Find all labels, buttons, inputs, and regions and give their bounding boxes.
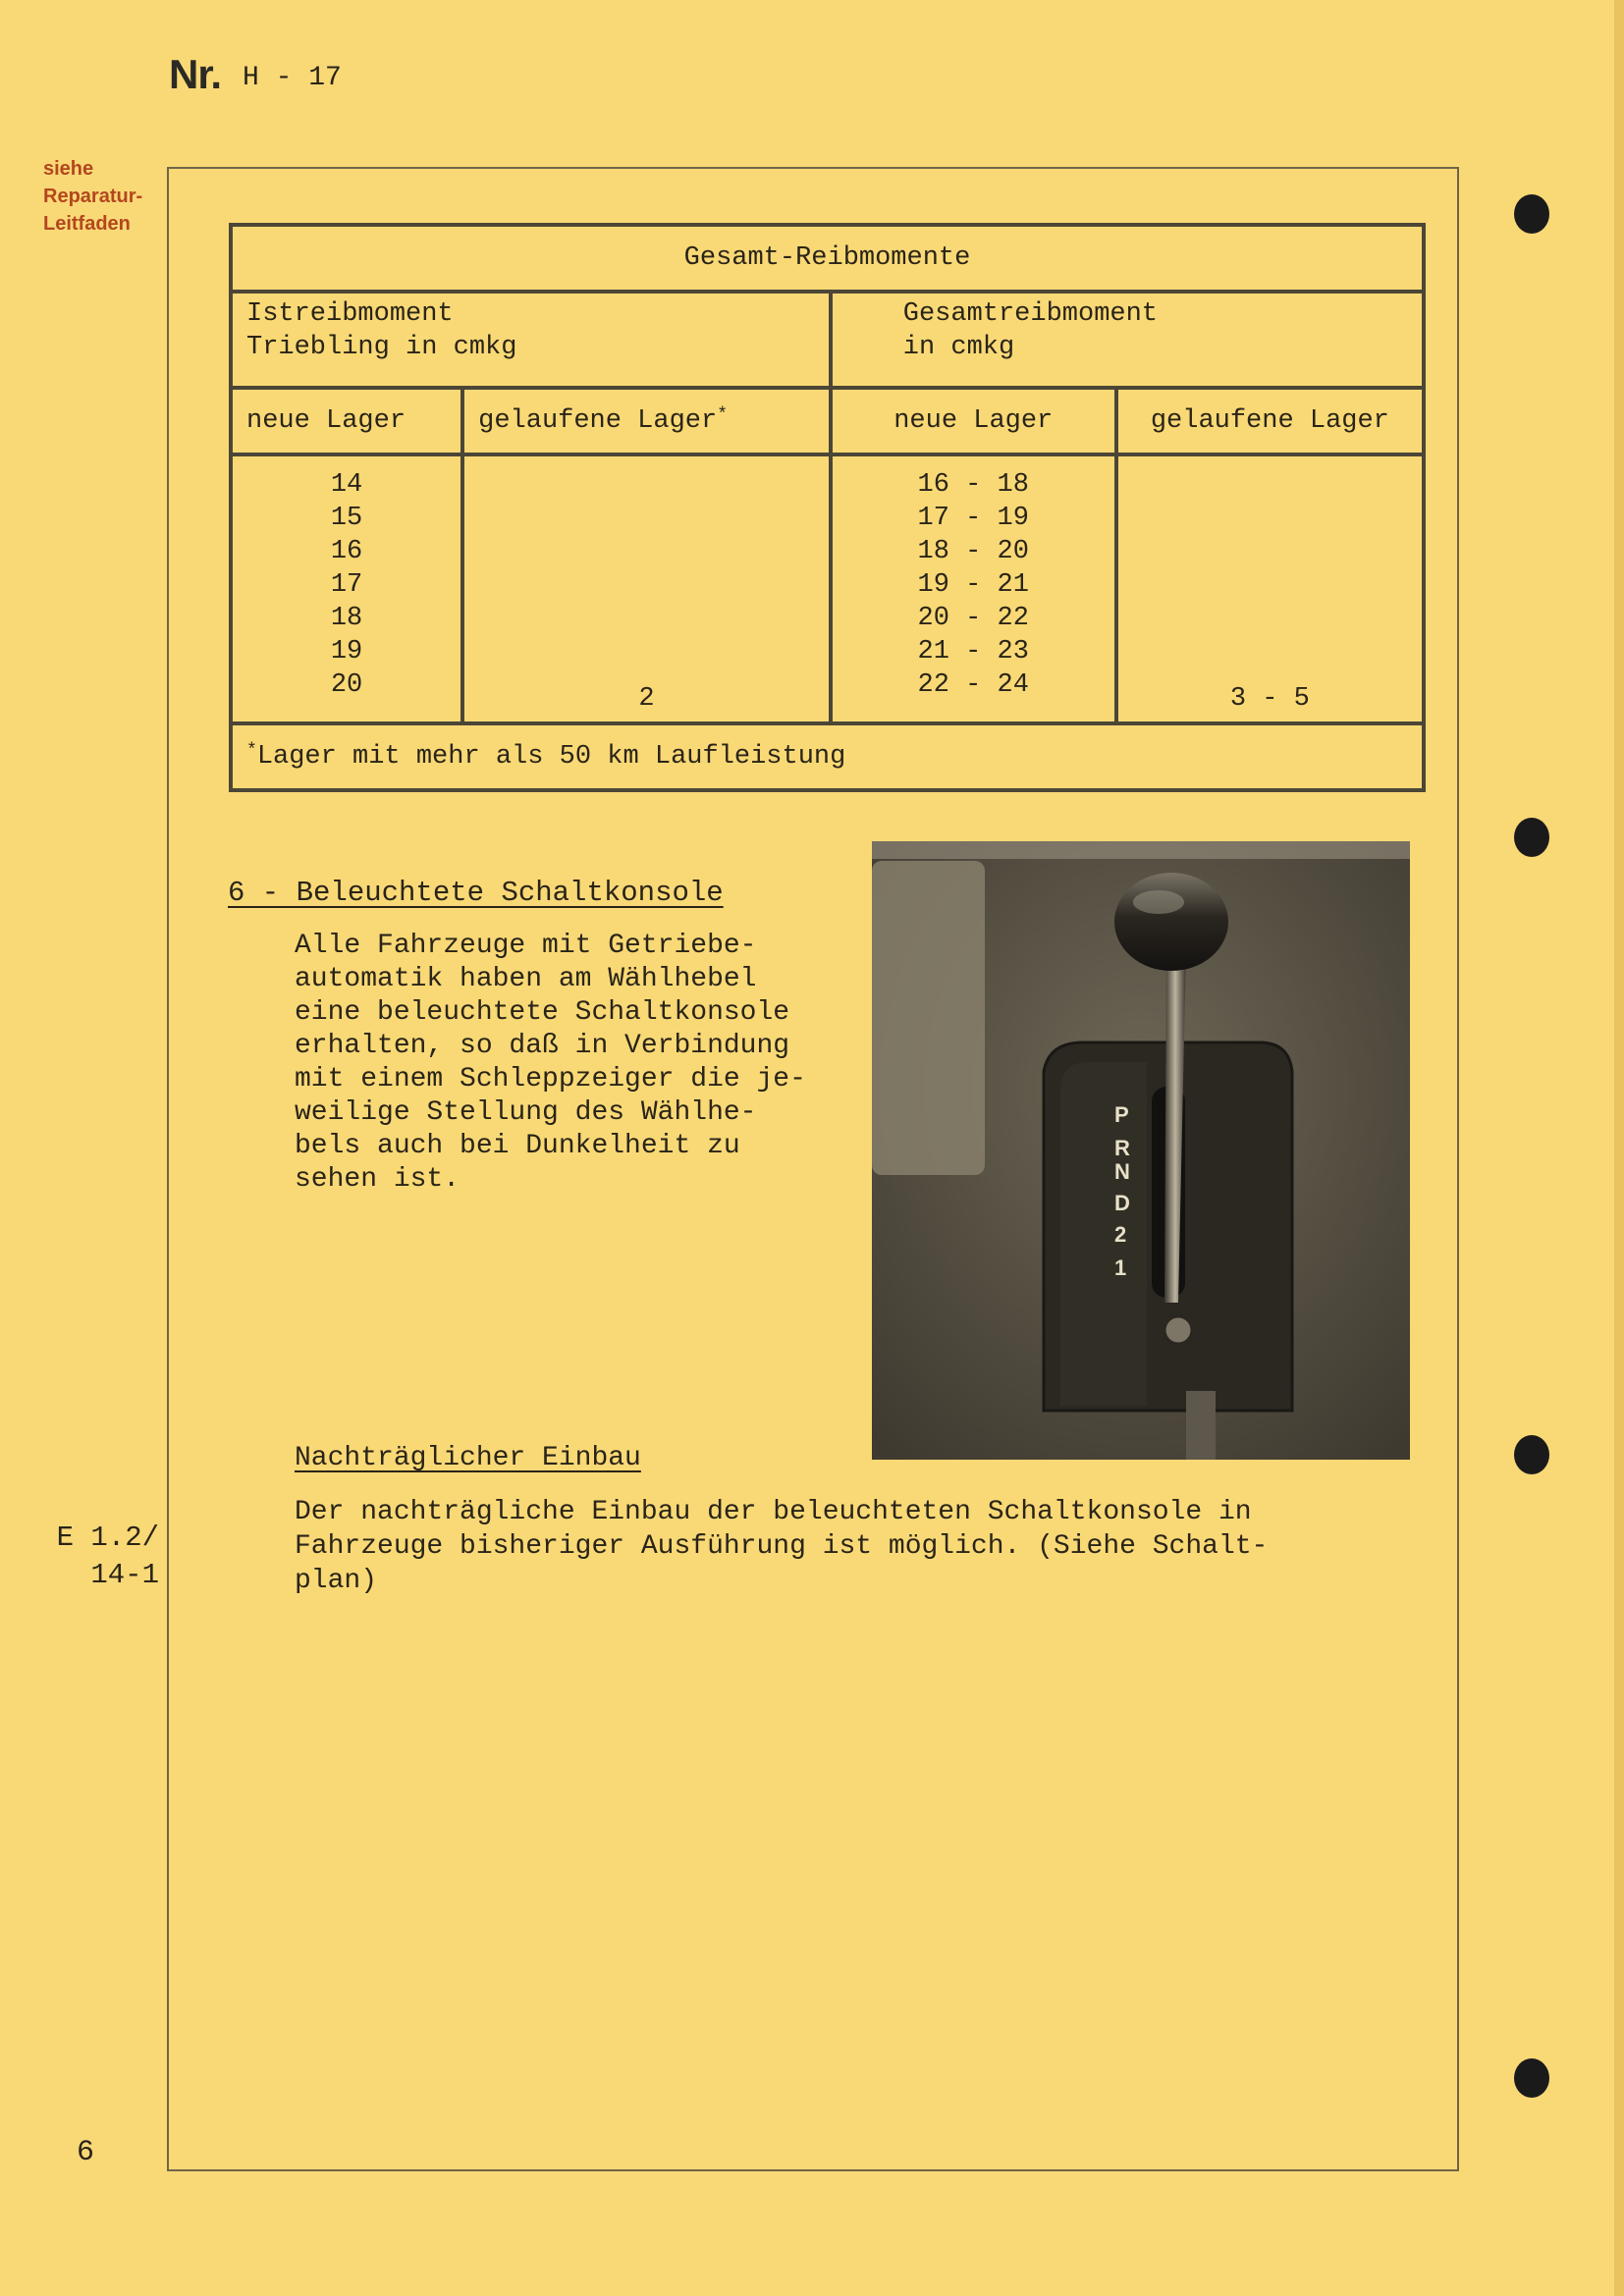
page-number: 6 [77, 2136, 95, 2169]
console-face [1060, 1062, 1147, 1406]
subsection-heading: Nachträglicher Einbau [295, 1443, 641, 1473]
side-reference [39, 1520, 159, 1594]
table-value: 16 - 18 [917, 470, 1029, 500]
body-line: erhalten, so daß in Verbindung [295, 1031, 790, 1061]
body-line: automatik haben am Wählhebel [295, 964, 757, 994]
side-note-line: Reparatur- [43, 186, 143, 207]
side-note-line: siehe [43, 158, 94, 180]
table-value: 17 - 19 [917, 504, 1029, 533]
table-value: 21 - 23 [917, 637, 1029, 667]
group-line: Gesamtreibmoment [902, 299, 1159, 329]
cell-pinion-used-value: 2 [462, 454, 831, 723]
table-value: 17 [330, 570, 363, 600]
punch-hole [1514, 194, 1549, 234]
footnote-text: Lager mit mehr als 50 km Laufleistung [256, 742, 846, 772]
gear-label-p: P [1114, 1102, 1129, 1127]
footnote-marker: * [246, 741, 257, 761]
section-body [295, 930, 844, 1197]
body-line: Fahrzeuge bisheriger Ausführung ist möglich. (Siehe Schalt- [295, 1531, 1269, 1562]
gear-selector-illustration [872, 841, 1410, 1460]
cell-total-new-values [831, 454, 1116, 723]
group-line: Istreibmoment [246, 299, 454, 329]
lever-base [1186, 1391, 1216, 1460]
column-header-used-bearings [462, 388, 831, 454]
body-line: sehen ist. [295, 1164, 460, 1195]
table-value: 19 [330, 637, 363, 667]
column-header-text: gelaufene Lager [478, 406, 718, 436]
column-header-used-bearings: gelaufene Lager [1116, 388, 1424, 454]
nr-value: H - 17 [243, 63, 342, 93]
table-value: 18 [330, 604, 363, 633]
punch-hole [1514, 818, 1549, 857]
table-value: 20 [330, 670, 363, 700]
table-footnote [231, 723, 1424, 790]
body-line: bels auch bei Dunkelheit zu [295, 1131, 740, 1161]
punch-hole [1514, 2058, 1549, 2098]
table-value: 22 - 24 [917, 670, 1029, 700]
body-line: Der nachträgliche Einbau der beleuchteten Schaltkonsole in [295, 1497, 1252, 1527]
side-reference-line: E 1.2/ [56, 1522, 159, 1554]
body-line: plan) [295, 1566, 378, 1596]
gear-label-d: D [1114, 1191, 1130, 1215]
lever-knob [1114, 873, 1228, 971]
table-title: Gesamt-Reibmomente [231, 225, 1424, 292]
cell-total-used-value: 3 - 5 [1116, 454, 1424, 723]
nr-label: Nr. [169, 51, 222, 97]
knob-highlight [1133, 890, 1184, 914]
body-line: mit einem Schleppzeiger die je- [295, 1064, 806, 1095]
subsection-body [295, 1495, 1394, 1598]
side-note-line: Leitfaden [43, 213, 131, 235]
table-group-header-left [231, 292, 831, 388]
table-group-header-right [831, 292, 1424, 388]
table-value: 18 - 20 [917, 537, 1029, 566]
punch-hole [1514, 1435, 1549, 1474]
gear-label-1: 1 [1114, 1255, 1127, 1280]
gear-selector-photo [872, 841, 1410, 1460]
side-note [43, 155, 171, 238]
section-heading: 6 - Beleuchtete Schaltkonsole [228, 877, 724, 909]
table-value: 20 - 22 [917, 604, 1029, 633]
cell-pinion-new-values [231, 454, 462, 723]
gear-label-r: R [1114, 1136, 1130, 1160]
body-line: weilige Stellung des Wählhe- [295, 1097, 757, 1128]
page-edge [1614, 0, 1624, 2296]
group-line: Triebling in cmkg [246, 333, 517, 362]
gear-label-n: N [1114, 1159, 1130, 1184]
group-line: in cmkg [902, 333, 1015, 362]
column-header-new-bearings: neue Lager [831, 388, 1116, 454]
body-line: eine beleuchtete Schaltkonsole [295, 997, 790, 1028]
table-value: 15 [330, 504, 363, 533]
table-value: 16 [330, 537, 363, 566]
friction-torque-table [229, 223, 1426, 792]
dashboard-edge [872, 841, 1410, 859]
footnote-marker: * [717, 405, 728, 425]
seat-edge [872, 861, 985, 1175]
table-value: 19 - 21 [917, 570, 1029, 600]
console-screw [1164, 1316, 1192, 1344]
table-value: 14 [330, 470, 363, 500]
gear-label-2: 2 [1114, 1222, 1127, 1247]
column-header-new-bearings: neue Lager [231, 388, 462, 454]
side-reference-line: 14-1 [90, 1559, 159, 1591]
document-number [169, 51, 342, 98]
body-line: Alle Fahrzeuge mit Getriebe- [295, 931, 757, 961]
